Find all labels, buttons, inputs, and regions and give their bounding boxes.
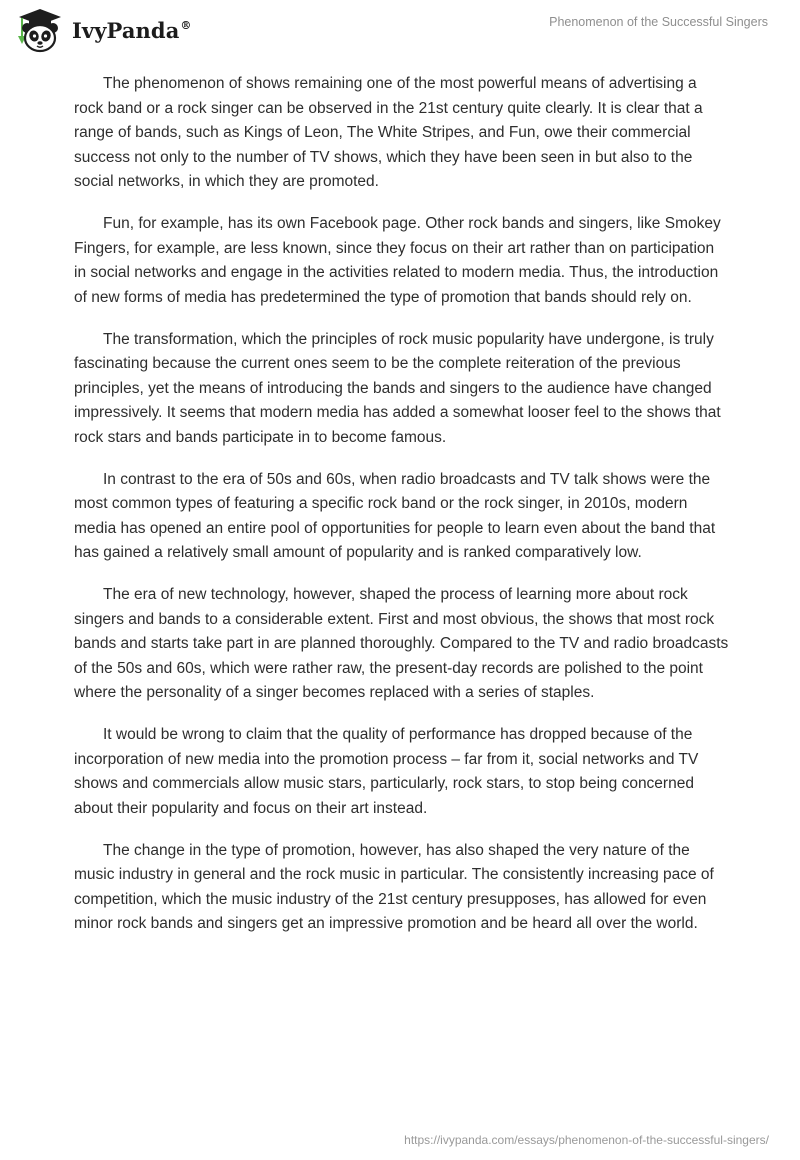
document-title: Phenomenon of the Successful Singers	[549, 15, 768, 29]
essay-paragraph: It would be wrong to claim that the quality of performance has dropped because of the incorporation of new media into the promotion process – far from it, social networks and TV shows and commercials allow music stars, particularly, rock stars, to stop being concerned about their popularity and focus on their art instead.	[74, 726, 699, 817]
brand-logo[interactable]	[14, 6, 192, 54]
essay-paragraph: The change in the type of promotion, however, has also shaped the very nature of the music industry in general and the rock music in particular. The consistently increasing pace of competition, which the music industry of the 21st century presupposes, has allowed for even minor rock bands and singers get an impressive promotion and be heard all over the world.	[74, 841, 714, 932]
essay-paragraph: The transformation, which the principles of rock music popularity have undergone, is truly fascinating because the current ones seem to be the complete reiteration of the previous principles, yet the means of introducing the bands and singers to the audience have changed impressively. It seems that modern media has added a somewhat looser feel to the shows that rock stars and bands participate in to become famous.	[74, 330, 721, 446]
panda-logo-icon	[14, 6, 66, 54]
source-url[interactable]: https://ivypanda.com/essays/phenomenon-of-the-successful-singers/	[404, 1133, 769, 1147]
essay-paragraph: The phenomenon of shows remaining one of the most powerful means of advertising a rock band or a rock singer can be observed in the 21st century quite clearly. It is clear that a range of bands, such as Kings of Leon, The White Stripes, and Fun, owe their commercial success not only to the number of TV shows, which they have been seen in but also to the social networks, in which they are promoted.	[74, 75, 703, 190]
essay-paragraph: The era of new technology, however, shaped the process of learning more about rock singers and bands to a considerable extent. First and most obvious, the shows that most rock bands and starts take part in are planned thoroughly. Compared to the TV and radio broadcasts of the 50s and 60s, which were rather raw, the present-day records are polished to the point where the personality of a singer becomes replaced with a series of staples.	[74, 586, 729, 701]
registered-mark: ®	[180, 18, 192, 32]
page-header	[0, 0, 800, 62]
essay-paragraph: In contrast to the era of 50s and 60s, when radio broadcasts and TV talk shows were the most common types of featuring a specific rock band or the rock singer, in 2010s, modern media has opened an entire pool of opportunities for people to learn even about the band that has gained a relatively small amount of popularity and is ranked comparatively low.	[74, 470, 716, 561]
essay-body	[74, 72, 730, 954]
essay-paragraph: Fun, for example, has its own Facebook page. Other rock bands and singers, like Smokey Fingers, for example, are less known, since they focus on their art rather than on participation in social networks and engage in the activities related to modern media. Thus, the introduction of new forms of media has predetermined the type of promotion that bands should rely on.	[74, 215, 721, 306]
brand-name: IvyPanda®	[72, 17, 192, 43]
